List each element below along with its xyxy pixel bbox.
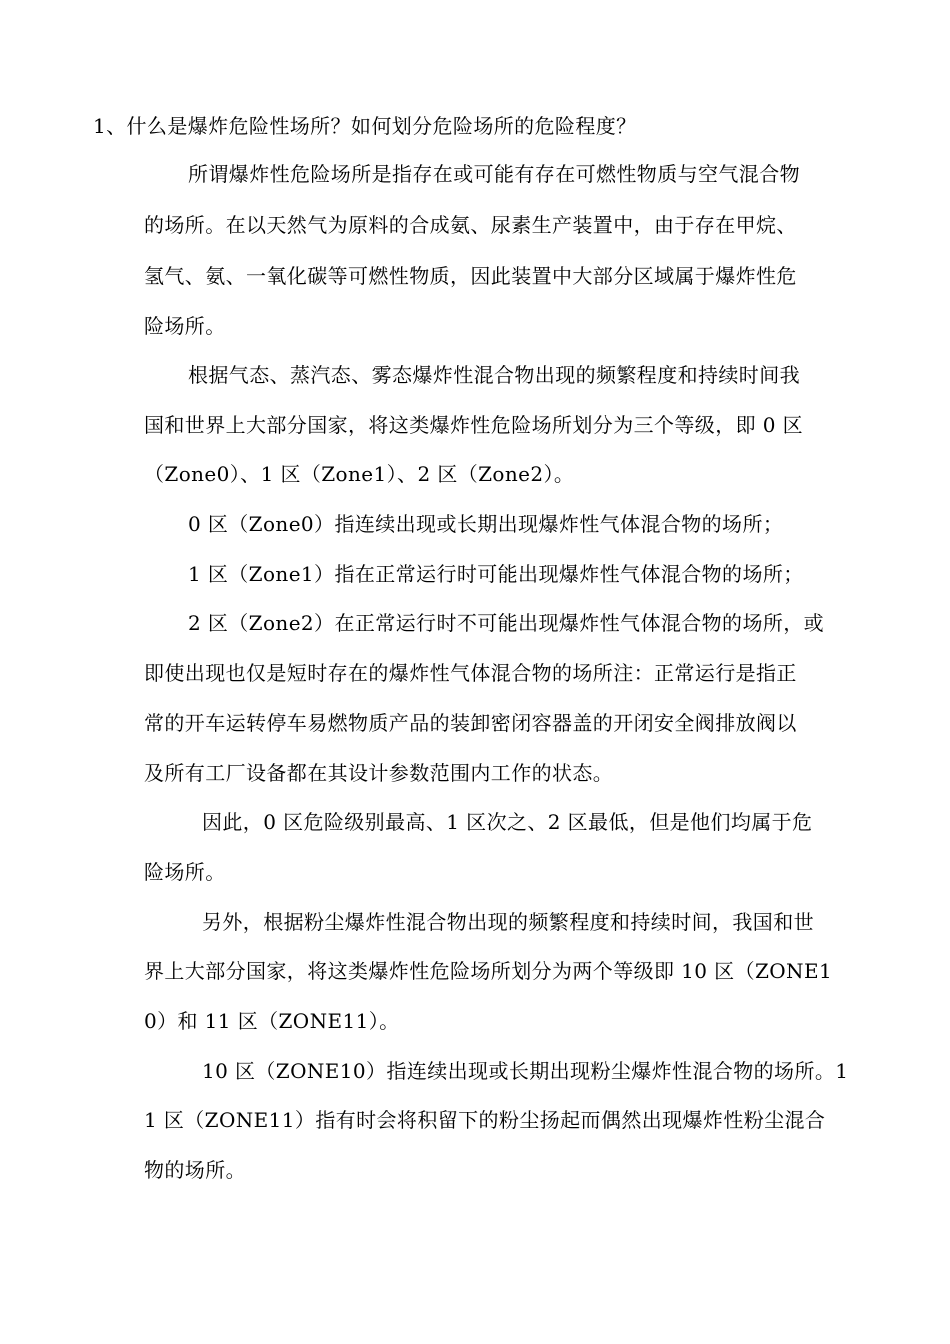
text-line: 0）和 11 区（ZONE11）。 xyxy=(144,1009,400,1033)
text-line: 险场所。 xyxy=(144,860,226,884)
text-line: 及所有工厂设备都在其设计参数范围内工作的状态。 xyxy=(144,761,614,785)
text-line: 界上大部分国家，将这类爆炸性危险场所划分为两个等级即 10 区（ZONE1 xyxy=(144,959,833,983)
text-line: 所谓爆炸性危险场所是指存在或可能有存在可燃性物质与空气混合物 xyxy=(188,162,800,186)
text-line: 国和世界上大部分国家，将这类爆炸性危险场所划分为三个等级，即 0 区 xyxy=(144,413,804,437)
text-line: 即使出现也仅是短时存在的爆炸性气体混合物的场所注：正常运行是指正 xyxy=(144,661,797,685)
text-line: 1 区（ZONE11）指有时会将积留下的粉尘扬起而偶然出现爆炸性粉尘混合 xyxy=(144,1108,826,1132)
text-line: 1 区（Zone1）指在正常运行时可能出现爆炸性气体混合物的场所； xyxy=(188,562,804,586)
text-line: 0 区（Zone0）指连续出现或长期出现爆炸性气体混合物的场所； xyxy=(188,512,784,536)
text-line: 2 区（Zone2）在正常运行时不可能出现爆炸性气体混合物的场所，或 xyxy=(188,611,825,635)
text-line: 氢气、氨、一氧化碳等可燃性物质，因此装置中大部分区域属于爆炸性危 xyxy=(144,264,797,288)
text-line: 物的场所。 xyxy=(144,1158,246,1182)
text-line: 险场所。 xyxy=(144,314,226,338)
text-line: （Zone0）、1 区（Zone1）、2 区（Zone2）。 xyxy=(144,462,575,486)
text-line: 的场所。在以天然气为原料的合成氨、尿素生产装置中，由于存在甲烷、 xyxy=(144,213,797,237)
text-line: 常的开车运转停车易燃物质产品的装卸密闭容器盖的开闭安全阀排放阀以 xyxy=(144,711,797,735)
question-heading: 1、什么是爆炸危险性场所？如何划分危险场所的危险程度？ xyxy=(93,114,637,138)
text-line: 10 区（ZONE10）指连续出现或长期出现粉尘爆炸性混合物的场所。1 xyxy=(202,1059,849,1083)
text-line: 因此，0 区危险级别最高、1 区次之、2 区最低，但是他们均属于危 xyxy=(202,810,813,834)
text-line: 根据气态、蒸汽态、雾态爆炸性混合物出现的频繁程度和持续时间我 xyxy=(188,363,800,387)
text-line: 另外，根据粉尘爆炸性混合物出现的频繁程度和持续时间，我国和世 xyxy=(202,910,814,934)
